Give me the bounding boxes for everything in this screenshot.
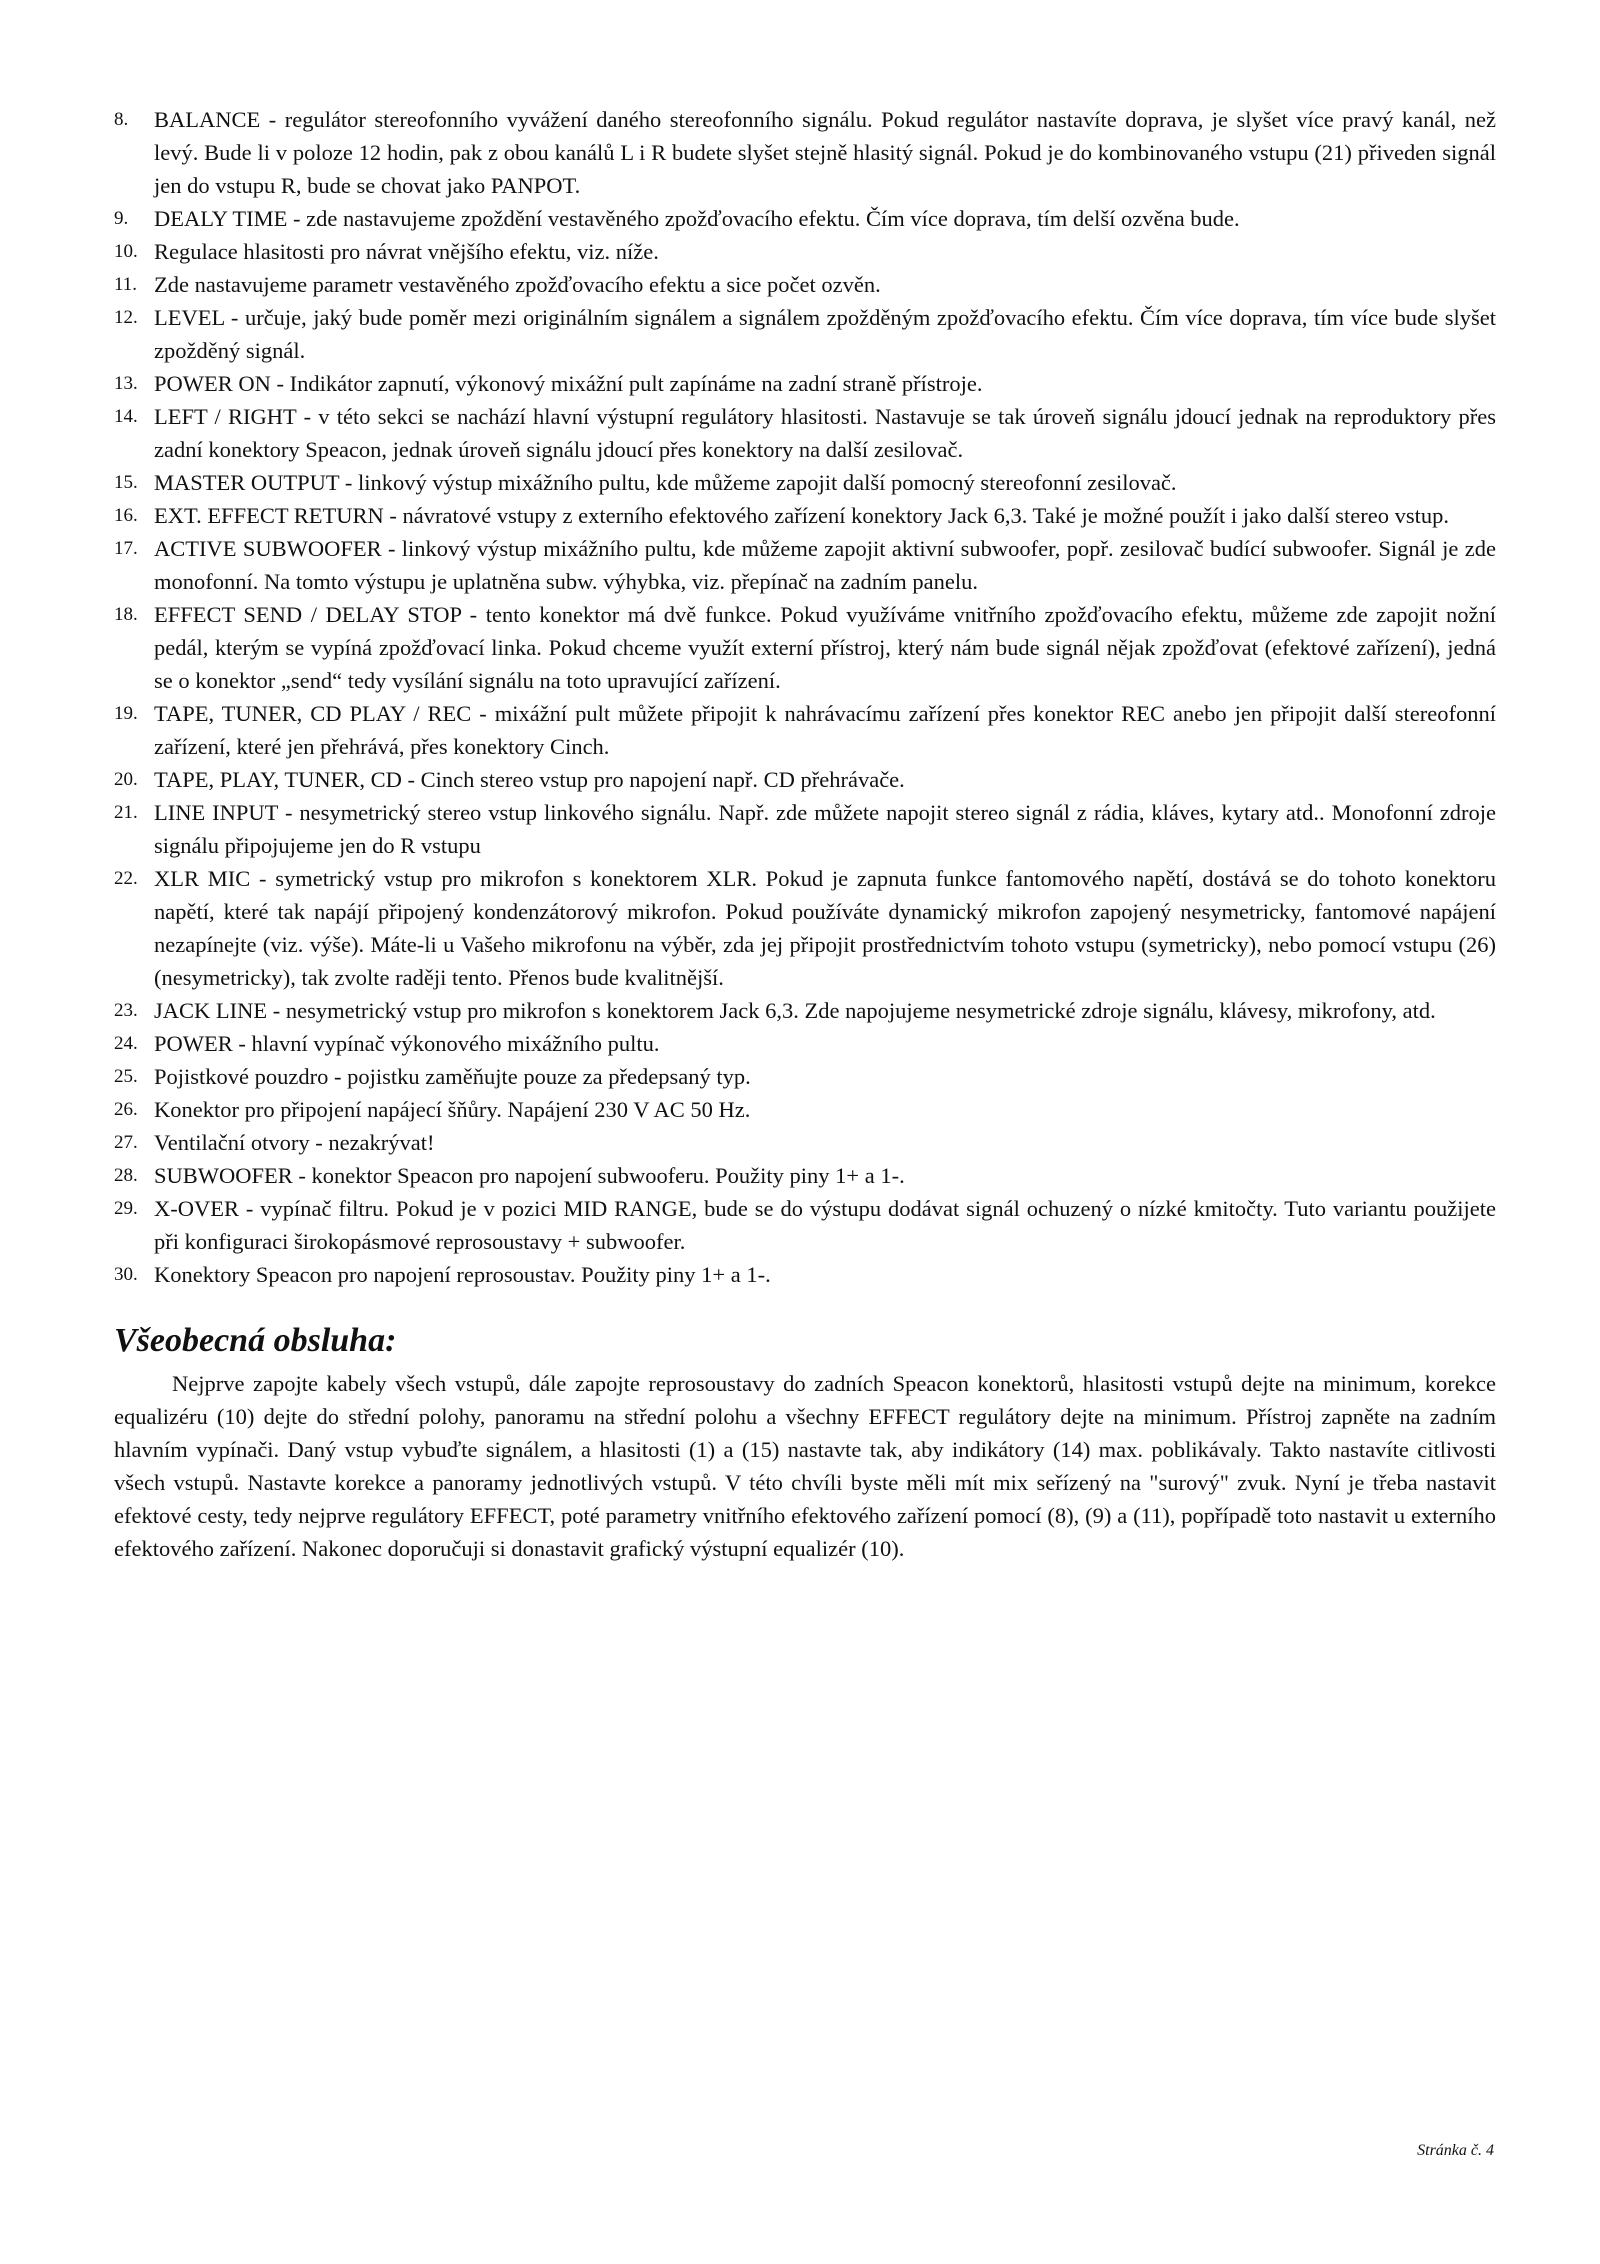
list-item [114,763,1496,796]
list-item [114,268,1496,301]
item-number: 16. [114,505,138,526]
item-number: 30. [114,1264,138,1285]
list-item [114,862,1496,994]
section-heading: Všeobecná obsluha: [114,1322,397,1359]
list-item [114,466,1496,499]
item-text: MASTER OUTPUT - linkový výstup mixážního pultu, kde můžeme zapojit další pomocný stereofonní zesilovač. [154,470,1177,495]
item-number: 10. [114,241,138,262]
list-item [114,598,1496,697]
item-text: Konektor pro připojení napájecí šňůry. Napájení 230 V AC 50 Hz. [154,1097,751,1122]
item-text: Konektory Speacon pro napojení reprosoustav. Použity piny 1+ a 1-. [154,1262,771,1287]
list-item [114,103,1496,202]
item-text: LEFT / RIGHT - v této sekci se nachází hlavní výstupní regulátory hlasitosti. Nastavuje se tak úroveň signálu jdoucí jednak na reproduktory přes zadní konektory Speacon, jednak úroveň signálu jdoucí přes konektory na další zesilovač. [154,404,1496,462]
list-item [114,697,1496,763]
instructions-paragraph: Nejprve zapojte kabely všech vstupů, dále zapojte reprosoustavy do zadních Speacon konektorů, hlasitosti vstupů dejte na minimum, korekce equalizéru (10) dejte do střední polohy, panoramu na střední polohu a všechny EFFECT regulátory dejte na minimum. Přístroj zapněte na zadním hlavním vypínači. Daný vstup vybuďte signálem, a hlasitosti (1) a (15) nastavte tak, aby indikátory (14) max. poblikávaly. Takto nastavíte citlivosti všech vstupů. Nastavte korekce a panoramy jednotlivých vstupů. V této chvíli byste měli mít mix seřízený na "surový" zvuk. Nyní je třeba nastavit efektové cesty, tedy nejprve regulátory EFFECT, poté parametry vnitřního efektového zařízení pomocí (8), (9) a (11), popřípadě toto nastavit u externího efektového zařízení. Nakonec doporučuji si donastavit grafický výstupní equalizér (10). [114,1371,1496,1561]
list-item [114,1159,1496,1192]
item-number: 21. [114,802,138,823]
list-item [114,1258,1496,1291]
item-number: 9. [114,208,129,229]
list-item [114,1027,1496,1060]
list-item [114,1060,1496,1093]
item-number: 12. [114,307,138,328]
item-number: 8. [114,109,129,130]
item-text: POWER ON - Indikátor zapnutí, výkonový mixážní pult zapínáme na zadní straně přístroje. [154,371,983,396]
list-item [114,301,1496,367]
item-text: X-OVER - vypínač filtru. Pokud je v pozici MID RANGE, bude se do výstupu dodávat signál ochuzený o nízké kmitočty. Tuto variantu použijete při konfiguraci širokopásmové reprosoustavy + subwoofer. [154,1196,1496,1254]
item-number: 23. [114,1000,138,1021]
item-number: 20. [114,769,138,790]
item-text: JACK LINE - nesymetrický vstup pro mikrofon s konektorem Jack 6,3. Zde napojujeme nesymetrické zdroje signálu, klávesy, mikrofony, atd. [154,998,1436,1023]
item-text: TAPE, PLAY, TUNER, CD - Cinch stereo vstup pro napojení např. CD přehrávače. [154,767,905,792]
list-item [114,202,1496,235]
item-number: 13. [114,373,138,394]
item-text: EXT. EFFECT RETURN - návratové vstupy z externího efektového zařízení konektory Jack 6,3. Také je možné použít i jako další stereo vstup. [154,503,1449,528]
item-number: 26. [114,1099,138,1120]
list-item [114,796,1496,862]
item-text: POWER - hlavní vypínač výkonového mixážního pultu. [154,1031,660,1056]
list-item [114,1093,1496,1126]
item-text: Regulace hlasitosti pro návrat vnějšího efektu, viz. níže. [154,239,659,264]
item-number: 19. [114,703,138,724]
item-text: DEALY TIME - zde nastavujeme zpoždění vestavěného zpožďovacího efektu. Čím více doprava, tím delší ozvěna bude. [154,206,1240,231]
item-number: 29. [114,1198,138,1219]
item-text: LEVEL - určuje, jaký bude poměr mezi originálním signálem a signálem zpožděným zpožďovacího efektu. Čím více doprava, tím více bude slyšet zpožděný signál. [154,305,1496,363]
item-text: LINE INPUT - nesymetrický stereo vstup linkového signálu. Např. zde můžete napojit stereo signál z rádia, kláves, kytary atd.. Monofonní zdroje signálu připojujeme jen do R vstupu [154,800,1496,858]
item-text: Pojistkové pouzdro - pojistku zaměňujte pouze za předepsaný typ. [154,1064,751,1089]
item-number: 11. [114,274,138,295]
item-text: Zde nastavujeme parametr vestavěného zpožďovacího efektu a sice počet ozvěn. [154,272,881,297]
list-item [114,994,1496,1027]
list-item [114,499,1496,532]
item-number: 24. [114,1033,138,1054]
item-text: EFFECT SEND / DELAY STOP - tento konektor má dvě funkce. Pokud využíváme vnitřního zpožďovacího efektu, můžeme zde zapojit nožní pedál, kterým se vypíná zpožďovací linka. Pokud chceme využít externí přístroj, který nám bude signál nějak zpožďovat (efektové zařízení), jedná se o konektor „send“ tedy vysílání signálu na toto upravující zařízení. [154,602,1496,693]
item-number: 22. [114,868,138,889]
item-text: XLR MIC - symetrický vstup pro mikrofon s konektorem XLR. Pokud je zapnuta funkce fantomového napětí, dostává se do tohoto konektoru napětí, které tak napájí připojený kondenzátorový mikrofon. Pokud používáte dynamický mikrofon zapojený nesymetricky, fantomové napájení nezapínejte (viz. výše). Máte-li u Vašeho mikrofonu na výběr, zda jej připojit prostřednictvím tohoto vstupu (symetricky), nebo pomocí vstupu (26) (nesymetricky), tak zvolte raději tento. Přenos bude kvalitnější. [154,866,1496,990]
numbered-list [114,103,1496,1291]
item-text: TAPE, TUNER, CD PLAY / REC - mixážní pult můžete připojit k nahrávacímu zařízení přes konektor REC anebo jen připojit další stereofonní zařízení, které jen přehrává, přes konektory Cinch. [154,701,1496,759]
item-number: 28. [114,1165,138,1186]
list-item [114,235,1496,268]
item-text: SUBWOOFER - konektor Speacon pro napojení subwooferu. Použity piny 1+ a 1-. [154,1163,905,1188]
item-text: ACTIVE SUBWOOFER - linkový výstup mixážního pultu, kde můžeme zapojit aktivní subwoofer, popř. zesilovač budící subwoofer. Signál je zde monofonní. Na tomto výstupu je uplatněna subw. výhybka, viz. přepínač na zadním panelu. [154,536,1496,594]
list-item [114,367,1496,400]
list-item [114,400,1496,466]
item-number: 15. [114,472,138,493]
page-number: Stránka č. 4 [1417,2142,1494,2159]
item-text: BALANCE - regulátor stereofonního vyvážení daného stereofonního signálu. Pokud regulátor nastavíte doprava, je slyšet více pravý kanál, než levý. Bude li v poloze 12 hodin, pak z obou kanálů L i R budete slyšet stejně hlasitý signál. Pokud je do kombinovaného vstupu (21) přiveden signál jen do vstupu R, bude se chovat jako PANPOT. [154,107,1496,198]
item-number: 27. [114,1132,138,1153]
item-number: 25. [114,1066,138,1087]
list-item [114,532,1496,598]
item-number: 17. [114,538,138,559]
list-item [114,1192,1496,1258]
item-text: Ventilační otvory - nezakrývat! [154,1130,435,1155]
list-item [114,1126,1496,1159]
item-number: 18. [114,604,138,625]
item-number: 14. [114,406,138,427]
